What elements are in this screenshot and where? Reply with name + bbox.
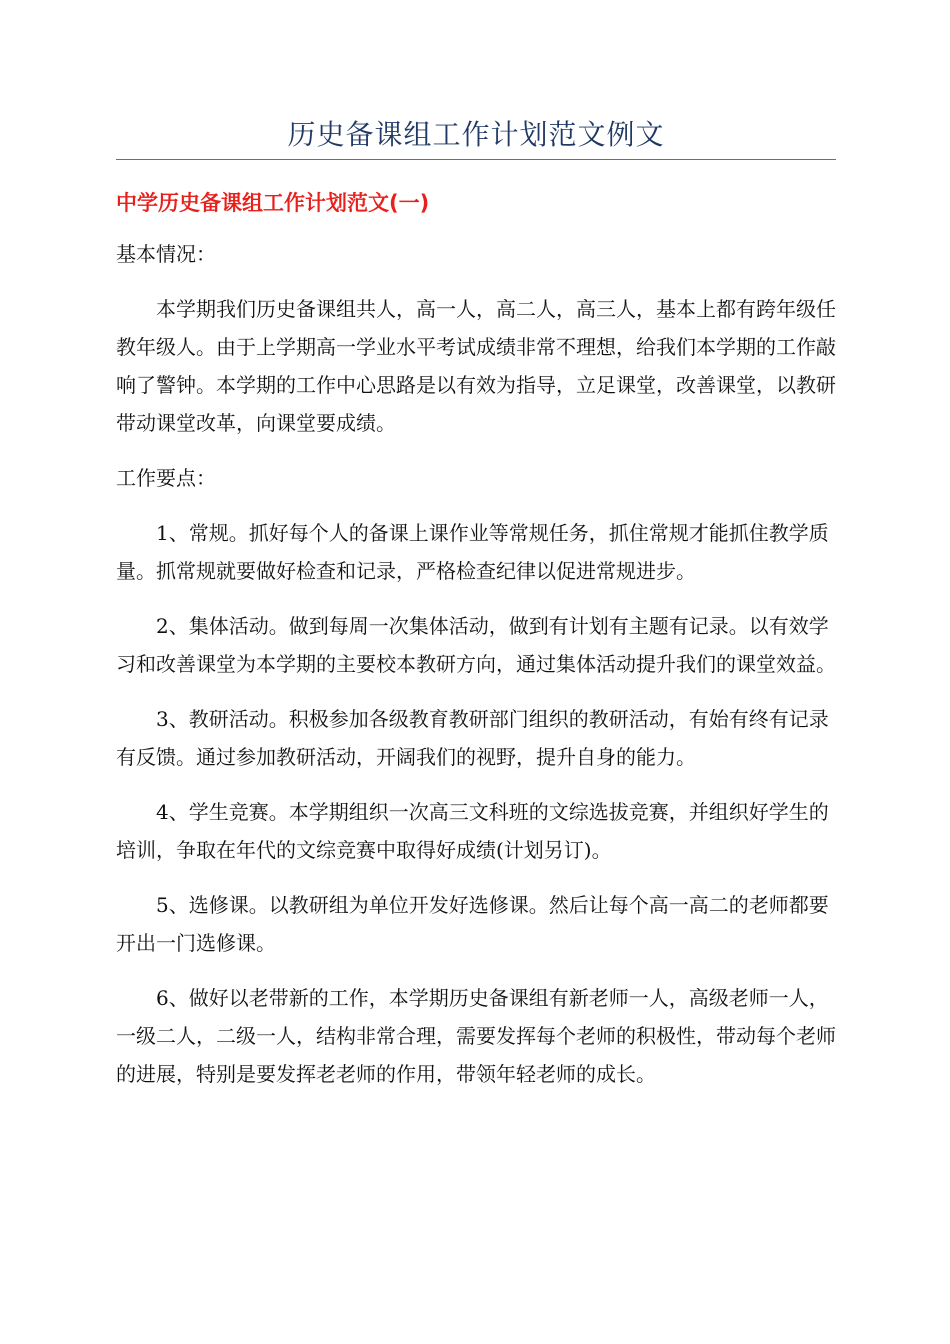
basic-situation-label: 基本情况： — [116, 242, 216, 266]
title-divider — [116, 159, 836, 160]
work-point-5: 5、选修课。以教研组为单位开发好选修课。然后让每个高一高二的老师都要开出一门选修课。 — [116, 893, 829, 955]
document-page — [116, 0, 836, 1093]
work-points-label: 工作要点： — [116, 466, 216, 490]
section-heading: 中学历史备课组工作计划范文(一) — [116, 191, 430, 215]
document-title: 历史备课组工作计划范文例文 — [287, 118, 665, 151]
work-point-1: 1、常规。抓好每个人的备课上课作业等常规任务，抓住常规才能抓住教学质量。抓常规就要做好检查和记录，严格检查纪律以促进常规进步。 — [116, 521, 829, 583]
work-point-2: 2、集体活动。做到每周一次集体活动，做到有计划有主题有记录。以有效学习和改善课堂为本学期的主要校本教研方向，通过集体活动提升我们的课堂效益。 — [116, 614, 836, 676]
work-point-3: 3、教研活动。积极参加各级教育教研部门组织的教研活动，有始有终有记录有反馈。通过参加教研活动，开阔我们的视野，提升自身的能力。 — [116, 707, 829, 769]
work-point-4: 4、学生竞赛。本学期组织一次高三文科班的文综选拔竞赛，并组织好学生的培训，争取在年代的文综竞赛中取得好成绩(计划另订)。 — [116, 800, 829, 862]
basic-situation-paragraph: 本学期我们历史备课组共人，高一人，高二人，高三人，基本上都有跨年级任教年级人。由于上学期高一学业水平考试成绩非常不理想，给我们本学期的工作敲响了警钟。本学期的工作中心思路是以有效为指导，立足课堂，改善课堂，以教研带动课堂改革，向课堂要成绩。 — [116, 297, 836, 435]
work-point-6: 6、做好以老带新的工作，本学期历史备课组有新老师一人，高级老师一人，一级二人，二级一人，结构非常合理，需要发挥每个老师的积极性，带动每个老师的进展，特别是要发挥老老师的作用，带领年轻老师的成长。 — [116, 986, 836, 1086]
